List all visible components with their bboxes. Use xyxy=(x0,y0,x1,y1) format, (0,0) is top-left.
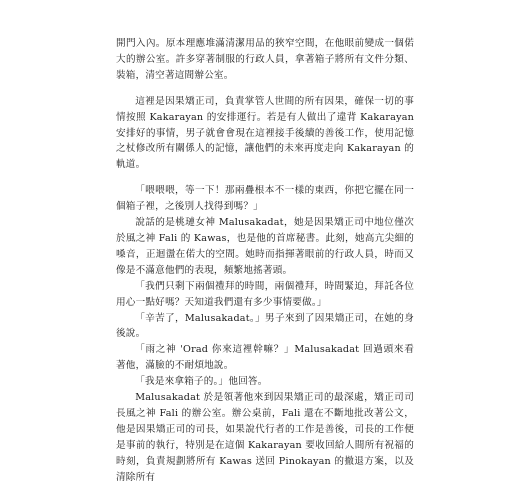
paragraph-1: 開門入內。原本理應堆滿清潔用品的狹窄空間，在他眼前變成一個偌大的辦公室。許多穿著制服的行政人員，拿著箱子將所有文件分類、裝箱，清空著這間辦公室。 xyxy=(116,38,414,81)
paragraph-gap xyxy=(116,84,414,94)
dialogue-5: 「我是來拿箱子的。」他回答。 xyxy=(135,376,268,388)
dialogue-2: 「我們只剩下兩個禮拜的時間，兩個禮拜，時間緊迫，拜託各位用心一點好嗎？天知道我們還有多少事情要做。」 xyxy=(116,280,414,308)
paragraph-3: 說話的是桃璉女神 Malusakadat，她是因果矯正司中地位僅次於風之神 Fali 的 Kawas，也是他的首席秘書。此刻，她高亢尖細的嗓音，正迴盪在偌大的空間。她時而指揮著眼前的行政人員，時而又像是不滿意他們的表現，頻繁地搖著頭。 xyxy=(116,217,414,276)
paragraph-2: 這裡是因果矯正司，負責掌管人世間的所有因果，確保一切的事情按照 Kakarayan 的安排運行。若是有人做出了違背 Kakarayan 安排好的事情，男子就會會現在這裡接手後續的善後工作，使用記憶之杖修改所有關係人的記憶，讓他們的未來再度走向 Kakarayan 的軌道。 xyxy=(116,95,414,171)
dialogue-1: 「喂喂喂，等一下！那兩疊根本不一樣的東西，你把它擺在同一個箱子裡，之後別人找得到嗎？」 xyxy=(116,185,414,213)
dialogue-3: 「辛苦了，Malusakadat。」男子來到了因果矯正司，在她的身後說。 xyxy=(116,312,414,340)
paragraph-gap xyxy=(116,173,414,183)
paragraph-4: Malusakadat 於是領著他來到因果矯正司的最深處，矯正司司長風之神 Fali 的辦公室。辦公桌前，Fali 還在不斷地批改著公文，他是因果矯正司的司長，如果說代行者的工作是善後，司長的工作便是事前的執行，特別是在這個 Kakarayan 要收回給人間所有祝福的時刻，負責規劃將所有 Kawas 送回 Pinokayan 的撤退方案，以及清除所有 xyxy=(116,392,414,483)
dialogue-4: 「雨之神 'Orad 你來這裡幹嘛？」Malusakadat 回過頭來看著他，滿臉的不耐煩地說。 xyxy=(116,344,414,372)
body-text xyxy=(116,36,414,485)
